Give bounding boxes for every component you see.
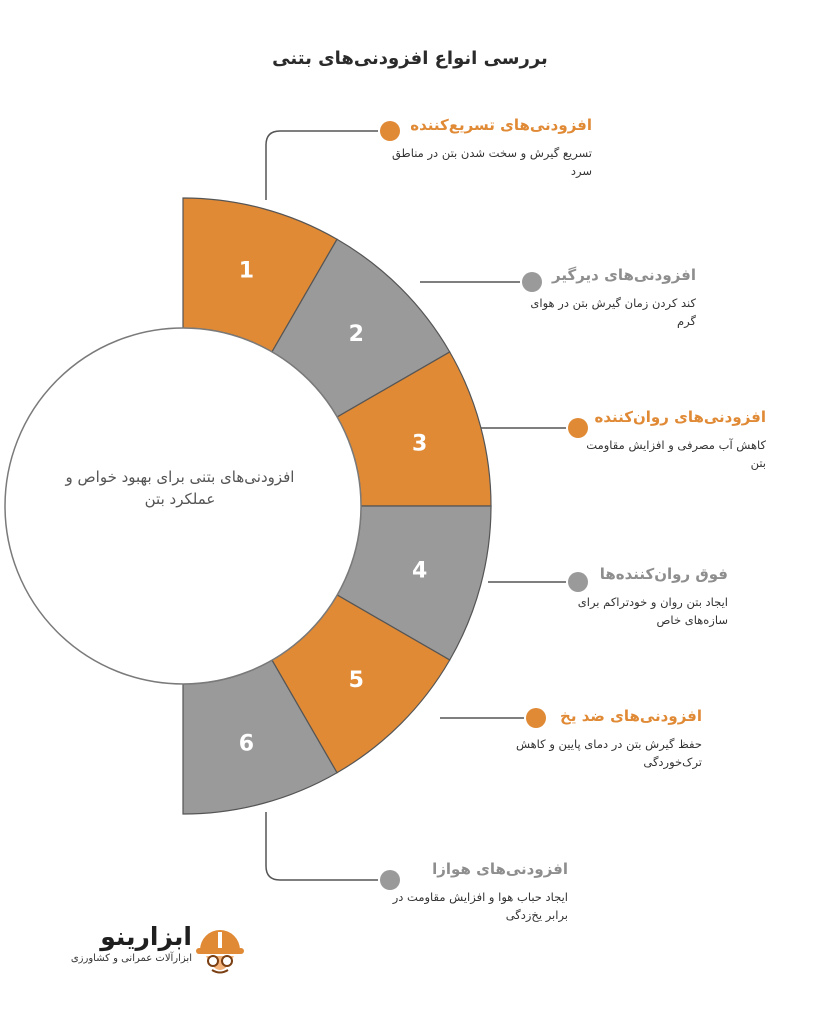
segment-3-number: 3	[411, 431, 428, 457]
item-3-title: افزودنی‌های روان‌کننده	[594, 408, 766, 426]
item-1	[382, 116, 592, 180]
segment-4-number: 4	[411, 558, 428, 584]
item-1-description: تسریع گیرش و سخت شدن بتن در مناطق سرد	[391, 146, 592, 178]
item-6	[368, 860, 568, 924]
item-3	[586, 408, 766, 472]
marker-dot-3	[568, 418, 588, 438]
item-2-description: کند کردن زمان گیرش بتن در هوای گرم	[530, 296, 696, 328]
item-2	[526, 266, 696, 330]
item-4	[558, 565, 728, 629]
center-label: افزودنی‌های بتنی برای بهبود خواص و عملکرد بتن	[65, 468, 295, 508]
item-6-title: افزودنی‌های هوازا	[432, 860, 568, 878]
brand-logo	[48, 922, 258, 992]
item-5-title: افزودنی‌های ضد یخ	[560, 707, 702, 725]
segment-2-number: 2	[348, 321, 364, 347]
item-5-description: حفظ گیرش بتن در دمای پایین و کاهش ترک‌خوردگی	[515, 737, 702, 769]
connector-line-6	[266, 812, 378, 880]
segment-6-number: 6	[238, 731, 255, 757]
page-title: بررسی انواع افزودنی‌های بتنی	[272, 48, 548, 69]
item-4-title: فوق روان‌کننده‌ها	[599, 565, 728, 583]
logo-tagline: ابزارآلات عمرانی و کشاورزی	[70, 953, 192, 964]
logo-name: ابزارینو	[100, 922, 192, 951]
segment-5-number: 5	[348, 668, 364, 694]
item-6-description: ایجاد حباب هوا و افزایش مقاومت در برابر یخ‌زدگی	[392, 890, 568, 922]
connector-line-1	[266, 131, 378, 200]
item-5	[512, 707, 702, 771]
item-4-description: ایجاد بتن روان و خودتراکم برای سازه‌های خاص	[577, 595, 728, 627]
item-3-description: کاهش آب مصرفی و افزایش مقاومت بتن	[586, 438, 766, 470]
logo-text	[71, 922, 192, 964]
item-1-title: افزودنی‌های تسریع‌کننده	[410, 116, 592, 134]
worker-helmet-icon	[194, 926, 246, 982]
segment-1-number: 1	[238, 258, 255, 284]
item-2-title: افزودنی‌های دیرگیر	[552, 266, 696, 284]
